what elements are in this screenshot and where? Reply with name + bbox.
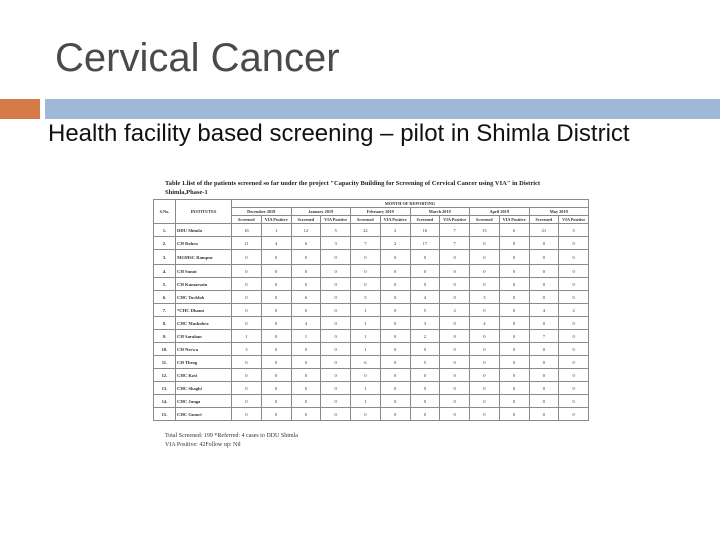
cell-via-positive: 0 — [380, 265, 410, 278]
header-screened: Screened — [529, 216, 559, 224]
header-via-positive: VIA Positive — [440, 216, 470, 224]
cell-via-positive: 0 — [559, 408, 589, 421]
row-institute: CH Sunni — [176, 265, 232, 278]
cell-via-positive: 0 — [499, 317, 529, 330]
cell-screened: 0 — [470, 304, 500, 317]
header-via-positive: VIA Positive — [499, 216, 529, 224]
cell-via-positive: 0 — [440, 369, 470, 382]
table-row — [154, 291, 589, 304]
cell-via-positive: 0 — [380, 356, 410, 369]
row-sno: 6. — [154, 291, 176, 304]
cell-screened: 7 — [351, 237, 381, 250]
cell-screened: 0 — [470, 408, 500, 421]
cell-screened: 0 — [410, 408, 440, 421]
cell-via-positive: 0 — [559, 369, 589, 382]
cell-screened: 6 — [291, 291, 321, 304]
cell-screened: 11 — [232, 237, 262, 250]
header-month: March 2019 — [410, 208, 470, 216]
cell-via-positive: 0 — [321, 356, 351, 369]
cell-via-positive: 0 — [440, 265, 470, 278]
cell-via-positive: 0 — [499, 369, 529, 382]
cell-via-positive: 0 — [321, 343, 351, 356]
cell-via-positive: 0 — [321, 408, 351, 421]
cell-screened: 0 — [529, 250, 559, 265]
table-row — [154, 278, 589, 291]
cell-via-positive: 0 — [440, 395, 470, 408]
cell-via-positive: 0 — [261, 382, 291, 395]
cell-via-positive: 0 — [499, 291, 529, 304]
cell-screened: 0 — [291, 304, 321, 317]
cell-screened: 0 — [470, 278, 500, 291]
table-caption-line1: Table 1.list of the patients screened so far under the project "Capacity Building for Screening of Cervical Cancer using VIA" in District — [165, 180, 541, 187]
row-sno: 8. — [154, 317, 176, 330]
cell-via-positive: 0 — [321, 265, 351, 278]
cell-via-positive: 0 — [559, 382, 589, 395]
cell-screened: 0 — [291, 369, 321, 382]
cell-via-positive: 0 — [559, 250, 589, 265]
cell-via-positive: 0 — [261, 343, 291, 356]
cell-via-positive: 0 — [321, 382, 351, 395]
table-row — [154, 382, 589, 395]
cell-screened: 0 — [232, 382, 262, 395]
cell-screened: 16 — [410, 224, 440, 237]
cell-screened: 0 — [291, 408, 321, 421]
cell-screened: 5 — [351, 291, 381, 304]
cell-screened: 0 — [529, 356, 559, 369]
header-month: February 2019 — [351, 208, 411, 216]
cell-screened: 1 — [351, 317, 381, 330]
header-via-positive: VIA Positive — [559, 216, 589, 224]
cell-via-positive: 0 — [380, 408, 410, 421]
cell-screened: 0 — [470, 356, 500, 369]
table-row — [154, 356, 589, 369]
cell-screened: 7 — [529, 330, 559, 343]
row-institute: CHC Shoghi — [176, 382, 232, 395]
table-row — [154, 408, 589, 421]
cell-screened: 0 — [351, 250, 381, 265]
cell-via-positive: 0 — [499, 382, 529, 395]
cell-screened: 22 — [351, 224, 381, 237]
row-institute: CH Kumarsain — [176, 278, 232, 291]
cell-via-positive: 0 — [321, 291, 351, 304]
cell-screened: 0 — [232, 369, 262, 382]
cell-screened: 0 — [470, 343, 500, 356]
cell-via-positive: 0 — [321, 317, 351, 330]
cell-screened: 0 — [232, 265, 262, 278]
header-via-positive: VIA Positive — [321, 216, 351, 224]
table-footnote — [165, 432, 298, 450]
cell-screened: 0 — [232, 395, 262, 408]
header-screened: Screened — [351, 216, 381, 224]
cell-via-positive: 6 — [499, 224, 529, 237]
table-row — [154, 224, 589, 237]
cell-via-positive: 0 — [440, 278, 470, 291]
header-screened: Screened — [470, 216, 500, 224]
cell-via-positive: 5 — [321, 224, 351, 237]
cell-via-positive: 0 — [380, 317, 410, 330]
footnote-line2: VIA Positive: 42Follow up: Nil — [165, 442, 241, 448]
row-sno: 1. — [154, 224, 176, 237]
table-row — [154, 265, 589, 278]
cell-via-positive: 0 — [559, 395, 589, 408]
row-sno: 7. — [154, 304, 176, 317]
cell-via-positive: 0 — [559, 330, 589, 343]
row-institute: CHC Mashobra — [176, 317, 232, 330]
accent-bar-blue — [45, 99, 720, 119]
row-institute: CH Sarahan — [176, 330, 232, 343]
cell-via-positive: 0 — [380, 304, 410, 317]
row-sno: 5. — [154, 278, 176, 291]
cell-via-positive: 0 — [261, 250, 291, 265]
row-sno: 11. — [154, 356, 176, 369]
cell-screened: 6 — [291, 237, 321, 250]
header-month: May 2019 — [529, 208, 589, 216]
cell-screened: 0 — [529, 278, 559, 291]
header-month: April 2019 — [470, 208, 530, 216]
cell-via-positive: 0 — [261, 304, 291, 317]
header-institutes: INSTITUTES — [176, 200, 232, 224]
cell-screened: 0 — [232, 304, 262, 317]
cell-screened: 2 — [410, 330, 440, 343]
cell-via-positive: 0 — [261, 369, 291, 382]
cell-screened: 0 — [291, 356, 321, 369]
cell-via-positive: 0 — [440, 250, 470, 265]
cell-via-positive: 0 — [440, 382, 470, 395]
accent-bar-orange — [0, 99, 40, 119]
row-sno: 15. — [154, 408, 176, 421]
cell-via-positive: 0 — [261, 317, 291, 330]
cell-screened: 0 — [470, 265, 500, 278]
cell-screened: 0 — [351, 265, 381, 278]
cell-via-positive: 0 — [440, 330, 470, 343]
cell-screened: 0 — [291, 395, 321, 408]
screening-table — [153, 199, 589, 421]
cell-screened: 3 — [410, 317, 440, 330]
cell-screened: 0 — [410, 369, 440, 382]
header-via-positive: VIA Positive — [261, 216, 291, 224]
cell-via-positive: 0 — [559, 356, 589, 369]
table-caption-line2: Shimla,Phase-1 — [165, 189, 208, 196]
cell-screened: 0 — [529, 382, 559, 395]
table-row — [154, 304, 589, 317]
row-sno: 12. — [154, 369, 176, 382]
cell-via-positive: 2 — [559, 304, 589, 317]
row-institute: MGMSC Rampur — [176, 250, 232, 265]
footnote-line1: Total Screened: 199 *Referred: 4 cases to DDU Shimla — [165, 433, 298, 439]
cell-screened: 0 — [351, 278, 381, 291]
row-institute: CHC Junga — [176, 395, 232, 408]
cell-via-positive: 2 — [380, 237, 410, 250]
cell-screened: 0 — [410, 395, 440, 408]
cell-via-positive: 0 — [261, 265, 291, 278]
cell-via-positive: 0 — [499, 278, 529, 291]
cell-via-positive: 0 — [380, 278, 410, 291]
table-row — [154, 369, 589, 382]
row-institute: DDU Shimla — [176, 224, 232, 237]
cell-via-positive: 0 — [559, 265, 589, 278]
cell-via-positive: 0 — [321, 304, 351, 317]
cell-screened: 0 — [291, 250, 321, 265]
cell-screened: 0 — [291, 278, 321, 291]
row-institute: CHC Koti — [176, 369, 232, 382]
cell-screened: 6 — [351, 356, 381, 369]
cell-screened: 5 — [410, 304, 440, 317]
cell-screened: 0 — [529, 317, 559, 330]
row-institute: CH Theog — [176, 356, 232, 369]
cell-screened: 0 — [470, 250, 500, 265]
table-row — [154, 317, 589, 330]
cell-screened: 3 — [232, 343, 262, 356]
cell-screened: 0 — [291, 265, 321, 278]
cell-screened: 0 — [529, 265, 559, 278]
table-row — [154, 250, 589, 265]
cell-screened: 0 — [470, 395, 500, 408]
cell-via-positive: 0 — [261, 291, 291, 304]
cell-via-positive: 0 — [499, 330, 529, 343]
cell-screened: 0 — [291, 382, 321, 395]
cell-via-positive: 0 — [559, 278, 589, 291]
cell-screened: 1 — [351, 304, 381, 317]
cell-screened: 0 — [232, 278, 262, 291]
header-sno: S.No. — [154, 200, 176, 224]
cell-screened: 3 — [470, 291, 500, 304]
row-sno: 3. — [154, 250, 176, 265]
cell-screened: 0 — [410, 382, 440, 395]
row-sno: 10. — [154, 343, 176, 356]
cell-screened: 4 — [529, 304, 559, 317]
cell-via-positive: 0 — [261, 356, 291, 369]
cell-via-positive: 0 — [261, 278, 291, 291]
cell-screened: 0 — [529, 343, 559, 356]
cell-via-positive: 0 — [380, 250, 410, 265]
cell-screened: 0 — [410, 343, 440, 356]
cell-via-positive: 2 — [380, 224, 410, 237]
cell-via-positive: 0 — [380, 330, 410, 343]
cell-screened: 1 — [232, 330, 262, 343]
cell-screened: 1 — [351, 330, 381, 343]
cell-via-positive: 0 — [499, 356, 529, 369]
cell-via-positive: 0 — [499, 265, 529, 278]
row-sno: 2. — [154, 237, 176, 250]
row-institute: CH Rohru — [176, 237, 232, 250]
cell-via-positive: 2 — [440, 304, 470, 317]
cell-via-positive: 0 — [261, 330, 291, 343]
cell-via-positive: 0 — [261, 408, 291, 421]
cell-via-positive: 0 — [499, 408, 529, 421]
table-row — [154, 330, 589, 343]
cell-screened: 5 — [410, 356, 440, 369]
cell-via-positive: 0 — [559, 343, 589, 356]
cell-via-positive: 0 — [380, 343, 410, 356]
cell-screened: 16 — [232, 224, 262, 237]
cell-via-positive: 0 — [440, 291, 470, 304]
cell-via-positive: 0 — [499, 237, 529, 250]
table-row — [154, 237, 589, 250]
cell-screened: 12 — [291, 224, 321, 237]
cell-via-positive: 0 — [380, 395, 410, 408]
cell-screened: 0 — [470, 369, 500, 382]
cell-via-positive: 0 — [321, 250, 351, 265]
cell-via-positive: 0 — [499, 343, 529, 356]
table-body — [154, 224, 589, 421]
cell-screened: 0 — [470, 382, 500, 395]
cell-via-positive: 0 — [559, 237, 589, 250]
header-month-group: MONTH OF REPORTING — [232, 200, 589, 208]
row-institute: CH Nerwa — [176, 343, 232, 356]
row-institute: CHC Gumri — [176, 408, 232, 421]
row-institute: *CHC Dhami — [176, 304, 232, 317]
cell-via-positive: 0 — [380, 291, 410, 304]
cell-screened: 4 — [470, 317, 500, 330]
cell-screened: 1 — [351, 343, 381, 356]
cell-via-positive: 0 — [380, 369, 410, 382]
cell-screened: 1 — [351, 395, 381, 408]
row-institute: CHC Tuckloh — [176, 291, 232, 304]
cell-screened: 0 — [351, 369, 381, 382]
cell-screened: 0 — [529, 395, 559, 408]
cell-screened: 17 — [410, 237, 440, 250]
header-via-positive: VIA Positive — [380, 216, 410, 224]
cell-via-positive: 0 — [440, 317, 470, 330]
cell-screened: 0 — [232, 317, 262, 330]
cell-via-positive: 0 — [499, 304, 529, 317]
cell-via-positive: 5 — [559, 224, 589, 237]
cell-via-positive: 0 — [380, 382, 410, 395]
cell-screened: 0 — [529, 291, 559, 304]
header-screened: Screened — [291, 216, 321, 224]
cell-screened: 15 — [470, 224, 500, 237]
cell-via-positive: 0 — [321, 278, 351, 291]
row-sno: 9. — [154, 330, 176, 343]
cell-via-positive: 4 — [261, 237, 291, 250]
row-sno: 14. — [154, 395, 176, 408]
cell-via-positive: 7 — [440, 224, 470, 237]
table-row — [154, 395, 589, 408]
cell-screened: 0 — [232, 408, 262, 421]
cell-via-positive: 0 — [499, 250, 529, 265]
cell-via-positive: 7 — [440, 237, 470, 250]
cell-via-positive: 0 — [499, 395, 529, 408]
cell-screened: 0 — [232, 250, 262, 265]
cell-screened: 0 — [410, 250, 440, 265]
cell-screened: 0 — [232, 291, 262, 304]
cell-via-positive: 0 — [261, 395, 291, 408]
cell-via-positive: 0 — [321, 330, 351, 343]
cell-via-positive: 0 — [440, 356, 470, 369]
cell-screened: 0 — [470, 237, 500, 250]
cell-via-positive: 1 — [261, 224, 291, 237]
cell-screened: 1 — [351, 382, 381, 395]
slide-title: Cervical Cancer — [55, 36, 340, 80]
cell-screened: 1 — [291, 330, 321, 343]
cell-screened: 0 — [410, 265, 440, 278]
header-month: January 2019 — [291, 208, 351, 216]
row-sno: 13. — [154, 382, 176, 395]
cell-screened: 0 — [529, 408, 559, 421]
cell-screened: 0 — [529, 237, 559, 250]
header-screened: Screened — [232, 216, 262, 224]
row-sno: 4. — [154, 265, 176, 278]
cell-screened: 0 — [291, 343, 321, 356]
cell-via-positive: 0 — [440, 343, 470, 356]
cell-screened: 21 — [529, 224, 559, 237]
header-screened: Screened — [410, 216, 440, 224]
cell-screened: 0 — [410, 278, 440, 291]
cell-screened: 0 — [470, 330, 500, 343]
cell-via-positive: 3 — [321, 237, 351, 250]
cell-via-positive: 0 — [321, 369, 351, 382]
cell-screened: 0 — [232, 356, 262, 369]
cell-screened: 4 — [291, 317, 321, 330]
cell-via-positive: 0 — [440, 408, 470, 421]
table-caption — [165, 179, 595, 197]
header-month: December 2018 — [232, 208, 292, 216]
cell-screened: 0 — [351, 408, 381, 421]
cell-screened: 0 — [529, 369, 559, 382]
slide-subtitle: Health facility based screening – pilot in Shimla District — [48, 120, 630, 147]
table-row — [154, 343, 589, 356]
cell-screened: 4 — [410, 291, 440, 304]
cell-via-positive: 0 — [559, 291, 589, 304]
cell-via-positive: 0 — [321, 395, 351, 408]
cell-via-positive: 0 — [559, 317, 589, 330]
